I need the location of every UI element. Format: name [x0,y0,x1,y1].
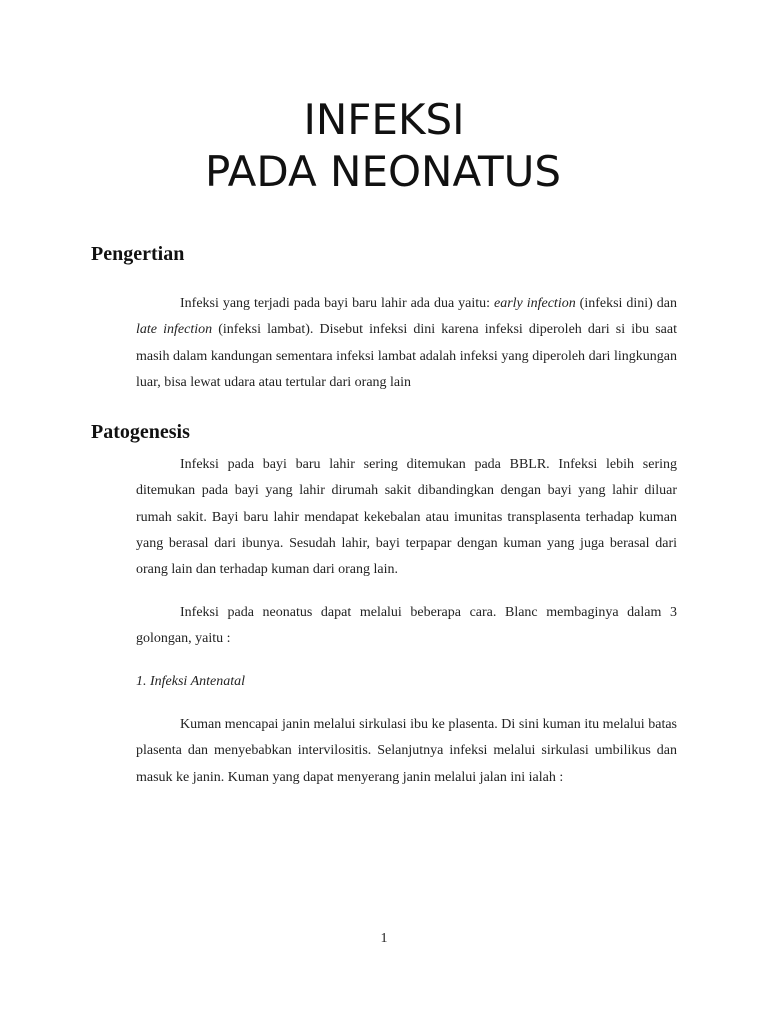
title-line-2: PADA NEONATUS [204,147,561,196]
page-number: 1 [380,931,388,946]
subheading-infeksi-antenatal: 1. Infeksi Antenatal [136,674,245,689]
heading-pengertian: Pengertian [91,243,185,265]
paragraph-patogenesis-2: Infeksi pada neonatus dapat melalui beberapa cara. Blanc membaginya dalam 3 golongan, yaitu : [136,605,677,647]
pengertian-text-1: Infeksi yang terjadi pada bayi baru lahir ada dua yaitu: [180,296,494,311]
heading-patogenesis: Patogenesis [91,421,190,443]
title-line-1: INFEKSI [303,95,465,144]
pengertian-text-2: (infeksi dini) dan [575,296,678,311]
early-infection-term: early infection [494,296,576,311]
pengertian-text-3: (infeksi lambat). Disebut infeksi dini karena infeksi diperoleh dari si ibu saat masih dalam kandungan sementara infeksi lambat adalah infeksi yang diperoleh dari lingkungan luar, bisa lewat udara atau tertular dari orang lain [136,322,678,390]
paragraph-pengertian [136,291,677,396]
late-infection-term: late infection [136,322,213,338]
paragraph-patogenesis-1: Infeksi pada bayi baru lahir sering ditemukan pada BBLR. Infeksi lebih sering ditemukan pada bayi yang lahir dirumah sakit dibandingkan dengan bayi yang lahir diluar rumah sakit. Bayi baru lahir mendapat kekebalan atau imunitas transplasenta terhadap kuman yang berasal dari ibunya. Sesudah lahir, bayi terpapar dengan kuman yang juga berasal dari orang lain dan terhadap kuman dari orang lain. [136,457,677,578]
paragraph-antenatal: Kuman mencapai janin melalui sirkulasi ibu ke plasenta. Di sini kuman itu melalui batas plasenta dan menyebabkan intervilositis. Selanjutnya infeksi melalui sirkulasi umbilikus dan masuk ke janin. Kuman yang dapat menyerang janin melalui jalan ini ialah : [136,717,677,785]
document-title [0,94,768,198]
